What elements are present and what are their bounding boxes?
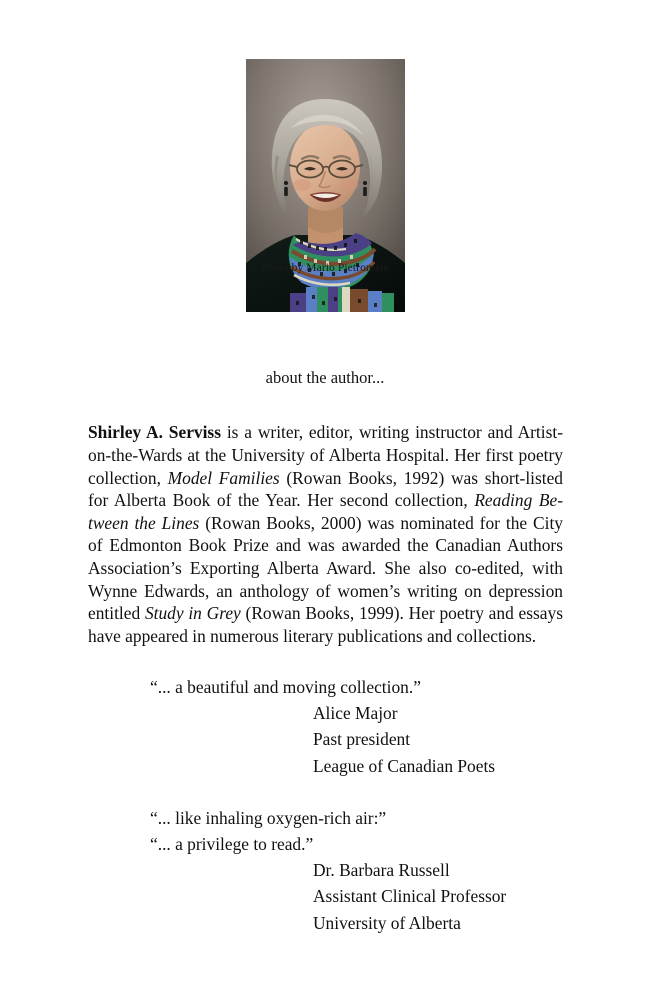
book-title-reading-between-the-lines: Reading Between the Lines bbox=[88, 490, 564, 533]
quote-line: “... like inhaling oxygen-rich air:” bbox=[150, 807, 387, 828]
book-title-model-families: Model Families bbox=[167, 467, 280, 488]
attribution-line: Assistant Clinical Professor bbox=[313, 886, 507, 907]
quote-line: “... a privilege to read.” bbox=[150, 834, 314, 855]
author-photo-container bbox=[246, 59, 405, 312]
praise-block bbox=[150, 674, 620, 779]
photo-credit-caption: Photo by Mario Pietromala bbox=[261, 262, 389, 274]
attribution-line: League of Canadian Poets bbox=[313, 755, 496, 776]
about-the-author-heading: about the author... bbox=[265, 368, 385, 387]
praise-block bbox=[150, 805, 620, 936]
book-title-study-in-grey: Study in Grey bbox=[144, 603, 241, 624]
author-name: Shirley A. Serviss bbox=[88, 422, 221, 443]
attribution-line: University of Alberta bbox=[313, 912, 461, 933]
praise-quotes-section bbox=[150, 674, 620, 936]
bio-text-3: (Rowan Books, 2000) was nominated for the City of Edmonton Book Prize and was awarded the Canadian Authors Association’s Exporting Alberta Award. She also co-edited, with Wynne Edwards, an anthology of women’s writing on depression entitled bbox=[88, 512, 563, 624]
attribution-line: Past president bbox=[313, 729, 411, 750]
bio-text-1: is a writer, editor, writing instructor and Artist-on-the-Wards at the University of Alberta Hospital. Her first poetry collection, bbox=[88, 422, 563, 488]
attribution-line: Dr. Barbara Russell bbox=[313, 860, 450, 881]
author-biography bbox=[88, 421, 563, 647]
bio-text-4: (Rowan Books, 1999). Her poetry and essays have appeared in numerous literary publications and collections. bbox=[88, 603, 563, 646]
author-portrait-photo bbox=[246, 59, 405, 312]
quote-line: “... a beautiful and moving collection.” bbox=[150, 677, 421, 697]
attribution-line: Alice Major bbox=[313, 703, 398, 724]
bio-text-2: (Rowan Books, 1992) was short-listed for Alberta Book of the Year. Her second collection, bbox=[88, 467, 563, 511]
